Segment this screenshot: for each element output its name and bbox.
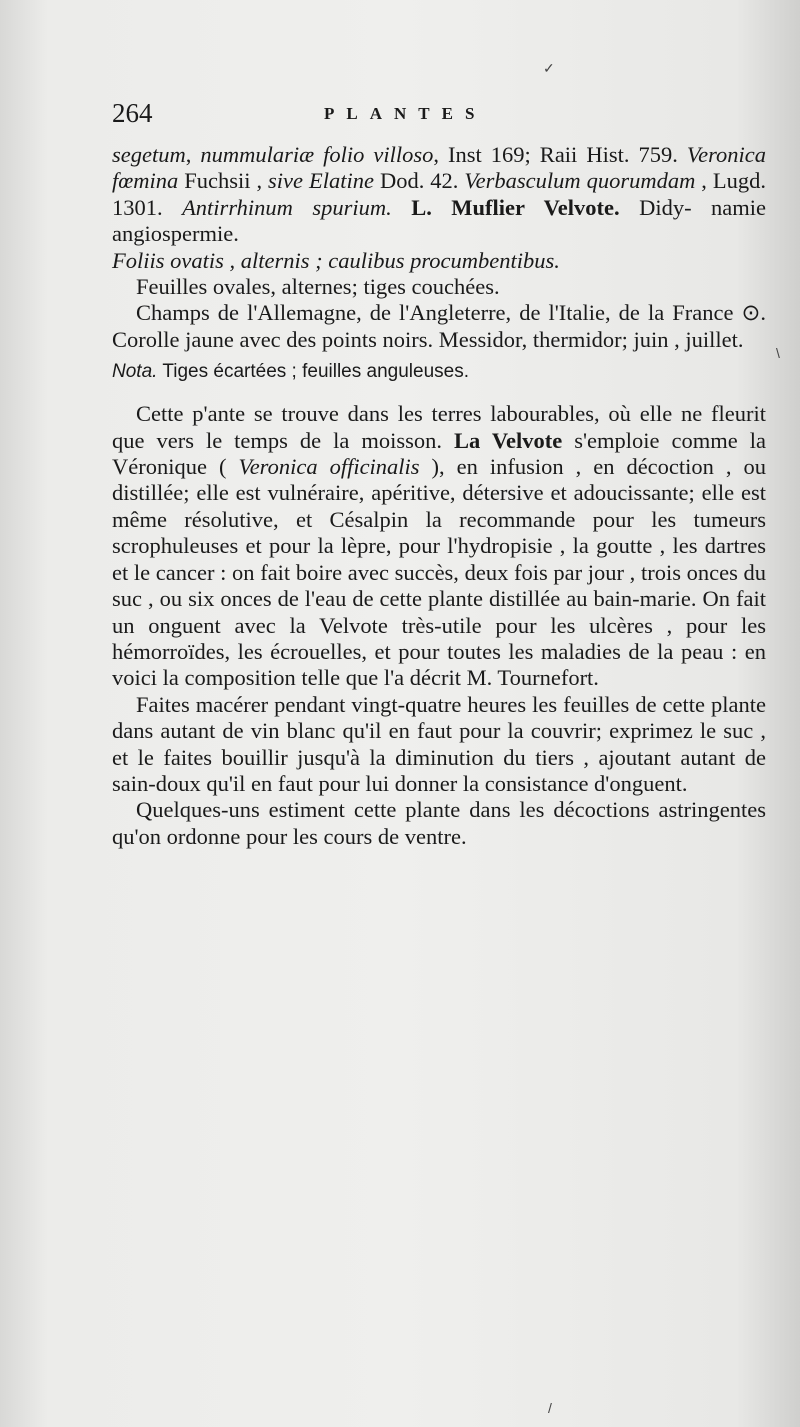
habitat: Champs de l'Allemagne, de l'Angleterre, de l'Italie, de la France ⊙. Corolle jaune avec des points noirs. Messidor, thermidor; juin , juillet. — [112, 300, 766, 352]
latin-term: segetum — [112, 142, 186, 167]
text-run: , — [185, 142, 201, 167]
latin-term: nummulariæ folio villoso — [200, 142, 434, 167]
nota-text: Tiges écartées ; feuilles anguleuses. — [157, 361, 469, 383]
latin-term: sive Elatine — [268, 168, 374, 194]
margin-mark: \ — [776, 345, 780, 361]
species-name: Antirrhinum spurium. — [182, 194, 392, 220]
latin-description — [112, 248, 766, 274]
running-title: PLANTES — [324, 104, 487, 123]
page-text — [112, 142, 766, 850]
text-run: s'emploie comme la Véronique ( — [112, 427, 766, 480]
page-number: 264 — [112, 98, 153, 128]
text-run: , Lugd. 1301. — [112, 168, 767, 220]
text-run: Fuchsii , — [178, 168, 269, 194]
text-run: ), en infusion , en décoction , ou distillée; elle est vulnéraire, apéritive, détersive et adoucissante; elle est même résolutive, et Césalpin la recommande pour les tumeurs scrophuleuses et pour la lèpre, pour l'hydropisie , la goutte , les dartres et le cancer : on fait boire avec succès, deux fois par jour , trois onces du suc , ou six onces de l'eau de cette plante distillée au bain-marie. On fait un onguent avec la Velvote très-utile pour les ulcères , pour les hémorroïdes, les écrouelles, et pour toutes les maladies de la peau : en voici la composition telle que l'a décrit M. Tournefort. — [112, 454, 766, 691]
latin-term: Veronica officinalis — [238, 454, 420, 480]
text-run: Cette p'ante se trouve dans les terres labourables, où elle ne fleurit que vers le temps de la moisson. — [112, 401, 766, 453]
text-run: Hist. 759. — [586, 142, 687, 167]
text-run: , Inst 169; Raii — [433, 142, 578, 167]
french-description: Feuilles ovales, alternes; tiges couchées. — [136, 274, 500, 300]
recipe-paragraph: Faites macérer pendant vingt-quatre heures les feuilles de cette plante dans autant de vin blanc qu'il en faut pour la couvrir; exprimez le suc , et le faites bouillir jusqu'à la diminution du tiers , ajoutant autant de sain-doux qu'il en faut pour lui donner la consistance d'onguent. — [112, 691, 766, 796]
page-header — [112, 98, 752, 138]
nota-paragraph — [112, 359, 766, 385]
nota-label: Nota. — [112, 361, 158, 383]
common-name: L. Muflier Velvote. — [391, 194, 620, 220]
closing-paragraph: Quelques-uns estiment cette plante dans les décoctions astringentes qu'on ordonne pour les cours de ventre. — [112, 797, 766, 849]
text-run: Dod. 42. — [379, 168, 465, 194]
uses-paragraph — [112, 401, 766, 691]
latin-term: Veronica fœmina — [112, 142, 767, 194]
classification: namie angiospermie. — [112, 194, 766, 247]
latin-term: Verbasculum quorumdam — [464, 168, 696, 194]
pencil-mark: ✓ — [543, 60, 555, 76]
synonymy — [112, 142, 766, 248]
latin-description-text: Foliis ovatis , alternis ; caulibus procumbentibus. — [112, 247, 560, 273]
bottom-mark: / — [548, 1400, 552, 1416]
text-run: Didy- — [619, 194, 692, 220]
plant-name: La Velvote — [454, 427, 563, 453]
